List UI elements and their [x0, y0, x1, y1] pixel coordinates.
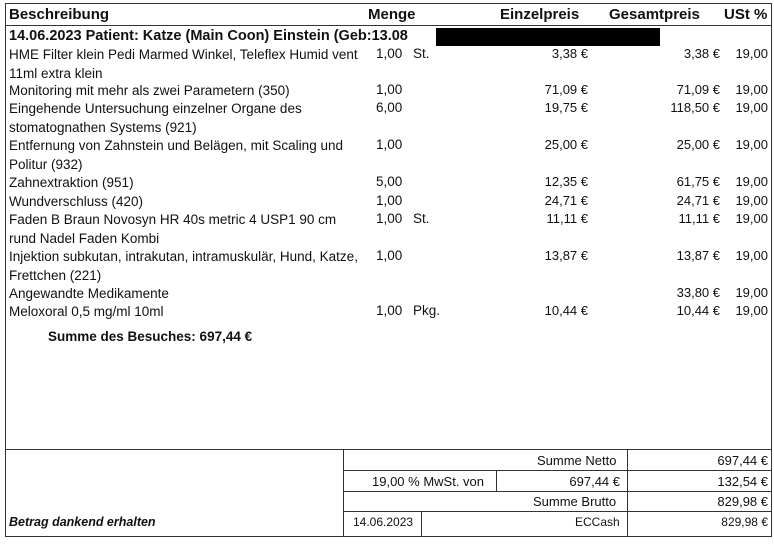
vat-base: 697,44 € — [569, 474, 620, 489]
item-total-price: 33,80 € — [676, 285, 720, 300]
item-unit-price: 25,00 € — [544, 137, 588, 152]
item-description: Faden B Braun Novosyn HR 40s metric 4 USP1 90 cm rund Nadel Faden Kombi — [9, 212, 337, 246]
footer-vline — [627, 449, 628, 537]
item-description: Entfernung von Zahnstein und Belägen, mit Scaling und Politur (932) — [9, 138, 343, 172]
item-vat: 19,00 — [735, 211, 768, 226]
item-quantity: 1,00 — [376, 248, 403, 263]
item-unit-price: 3,38 € — [551, 46, 588, 61]
item-description: HME Filter klein Pedi Marmed Winkel, Teleflex Humid vent 11ml extra klein — [9, 47, 358, 81]
net-label: Summe Netto — [537, 453, 617, 468]
item-quantity: 1,00 — [376, 211, 403, 226]
item-unit: St. — [413, 46, 430, 61]
footer-divider — [5, 449, 772, 450]
item-total-price: 25,00 € — [676, 137, 720, 152]
item-description: Monitoring mit mehr als zwei Parametern (350) — [9, 83, 290, 98]
patient-line: 14.06.2023 Patient: Katze (Main Coon) Einstein (Geb:13.08 — [9, 28, 408, 44]
footer-line — [343, 470, 772, 471]
col-header-total-price: Gesamtpreis — [609, 6, 700, 23]
item-unit: St. — [413, 211, 430, 226]
redaction-bar — [436, 28, 660, 46]
item-total-price: 61,75 € — [676, 174, 720, 189]
item-vat: 19,00 — [735, 174, 768, 189]
item-total-price: 71,09 € — [676, 82, 720, 97]
col-header-vat: USt % — [724, 6, 768, 23]
item-quantity: 1,00 — [376, 193, 403, 208]
item-unit-price: 71,09 € — [544, 82, 588, 97]
item-vat: 19,00 — [735, 137, 768, 152]
thanks-text: Betrag dankend erhalten — [9, 515, 156, 529]
item-unit-price: 11,11 € — [546, 211, 588, 226]
item-quantity: 1,00 — [376, 303, 403, 318]
item-vat: 19,00 — [735, 100, 768, 115]
col-header-quantity: Menge — [368, 6, 416, 23]
visit-sum: Summe des Besuches: 697,44 € — [48, 329, 253, 344]
item-description: Eingehende Untersuchung einzelner Organe des stomatognathen Systems (921) — [9, 101, 302, 135]
footer-vline — [496, 470, 497, 491]
payment-date: 14.06.2023 — [353, 515, 414, 529]
item-quantity: 5,00 — [376, 174, 403, 189]
col-header-description: Beschreibung — [9, 6, 110, 23]
item-quantity: 1,00 — [376, 137, 403, 152]
item-description: Meloxoral 0,5 mg/ml 10ml — [9, 304, 164, 319]
footer-line — [343, 491, 772, 492]
item-description: Injektion subkutan, intrakutan, intramuskulär, Hund, Katze, Frettchen (221) — [9, 249, 358, 283]
item-total-price: 10,44 € — [676, 303, 720, 318]
item-total-price: 13,87 € — [676, 248, 720, 263]
item-unit-price: 13,87 € — [544, 248, 588, 263]
payment-method: ECCash — [575, 515, 620, 529]
gross-label: Summe Brutto — [533, 494, 617, 509]
item-description: Zahnextraktion (951) — [9, 175, 134, 190]
item-vat: 19,00 — [735, 193, 768, 208]
item-unit-price: 12,35 € — [544, 174, 588, 189]
item-vat: 19,00 — [735, 285, 768, 300]
gross-value: 829,98 € — [717, 494, 768, 509]
vat-label: 19,00 % MwSt. von — [372, 474, 484, 489]
vat-value: 132,54 € — [717, 474, 768, 489]
item-unit-price: 10,44 € — [544, 303, 588, 318]
item-description: Angewandte Medikamente — [9, 286, 169, 301]
item-total-price: 24,71 € — [676, 193, 720, 208]
col-header-unit-price: Einzelpreis — [500, 6, 580, 23]
item-total-price: 3,38 € — [683, 46, 720, 61]
item-unit: Pkg. — [413, 303, 441, 318]
item-quantity: 1,00 — [376, 82, 403, 97]
item-vat: 19,00 — [735, 46, 768, 61]
payment-value: 829,98 € — [721, 515, 768, 529]
item-unit-price: 19,75 € — [544, 100, 588, 115]
item-unit-price: 24,71 € — [544, 193, 588, 208]
footer-vline — [343, 449, 344, 537]
footer-vline — [421, 511, 422, 537]
footer-line — [343, 511, 772, 512]
item-quantity: 1,00 — [376, 46, 403, 61]
item-total-price: 118,50 € — [670, 100, 720, 115]
item-total-price: 11,11 € — [678, 211, 720, 226]
item-description: Wundverschluss (420) — [9, 194, 144, 209]
item-vat: 19,00 — [735, 248, 768, 263]
net-value: 697,44 € — [717, 453, 768, 468]
header-divider — [5, 25, 772, 26]
item-vat: 19,00 — [735, 303, 768, 318]
item-quantity: 6,00 — [376, 100, 403, 115]
item-vat: 19,00 — [735, 82, 768, 97]
